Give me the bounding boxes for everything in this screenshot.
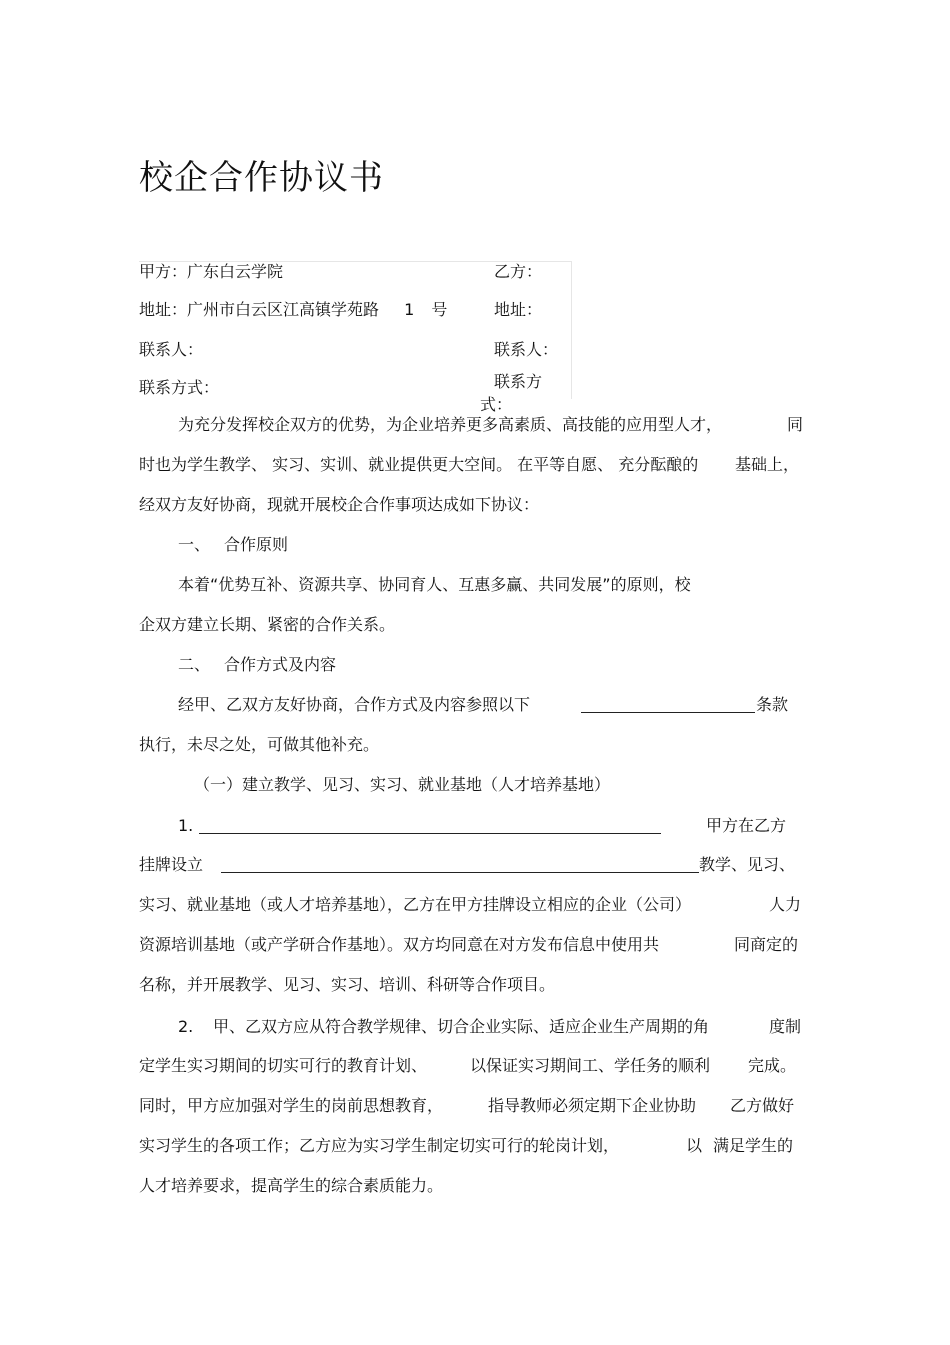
item-1-line-3-end: 人力 [769, 895, 802, 914]
item-2-line-3-mid: 指导教师必须定期下企业协助 [488, 1096, 697, 1115]
section-2-para-line-1: 经甲、乙双方友好协商，合作方式及内容参照以下 [178, 695, 531, 714]
subsection-1-heading: （一）建立教学、见习、实习、就业基地（人才培养基地） [194, 775, 611, 794]
party-b-address: 地址： [494, 300, 543, 319]
section-1-number: 一、 [178, 535, 211, 554]
section-2-para-line-1-end: 条款 [756, 695, 789, 714]
section-1-heading: 合作原则 [224, 535, 289, 554]
item-1-line-4: 资源培训基地（或产学研合作基地）。双方均同意在对方发布信息中使用共 [139, 935, 660, 954]
item-1-blank-1 [199, 816, 661, 835]
parties-right-rule [571, 261, 572, 399]
intro-line-2: 时也为学生教学、 实习、实训、就业提供更大空间。 在平等自愿、 充分酝酿的 [139, 455, 699, 474]
item-1-number: 1. [178, 816, 194, 835]
item-2-line-4-mid: 以 [686, 1136, 703, 1155]
party-b-contact: 联系人： [494, 340, 559, 359]
section-2-number: 二、 [178, 655, 211, 674]
intro-line-1-end: 同 [787, 415, 804, 434]
intro-line-2-end: 基础上， [735, 455, 800, 474]
item-2-line-3-end: 乙方做好 [730, 1096, 795, 1115]
item-2-line-4: 实习学生的各项工作；乙方应为实习学生制定切实可行的轮岗计划， [139, 1136, 620, 1155]
item-2-line-1: 甲、乙双方应从符合教学规律、切合企业实际、适应企业生产周期的角 [213, 1017, 710, 1036]
party-a-address-suffix: 号 [431, 300, 448, 319]
item-2-line-5: 人才培养要求，提高学生的综合素质能力。 [139, 1176, 444, 1195]
party-a-contact-method: 联系方式： [139, 378, 220, 397]
item-1-line-5: 名称，并开展教学、见习、实习、培训、科研等合作项目。 [139, 975, 556, 994]
item-2-number: 2. [178, 1017, 194, 1036]
section-2-heading: 合作方式及内容 [224, 655, 337, 674]
section-1-para-line-1: 本着“优势互补、资源共享、协同育人、互惠多赢、共同发展”的原则，校 [178, 575, 691, 594]
item-1-line-2-start: 挂牌设立 [139, 855, 204, 874]
party-a-address-text: 地址：广州市白云区江高镇学苑路 [139, 300, 380, 319]
item-2-line-2-mid: 以保证实习期间工、学任务的顺利 [470, 1056, 711, 1075]
intro-line-3: 经双方友好协商，现就开展校企合作事项达成如下协议： [139, 495, 540, 514]
party-a-contact: 联系人： [139, 340, 204, 359]
item-1-line-4-end: 同商定的 [734, 935, 799, 954]
party-a-address-number: 1 [404, 300, 415, 319]
document-title: 校企合作协议书 [139, 158, 384, 198]
party-b-contact-method-line2: 式： [480, 395, 513, 414]
party-b-name: 乙方： [494, 262, 543, 281]
item-2-line-4-end: 满足学生的 [713, 1136, 794, 1155]
item-2-line-1-end: 度制 [769, 1017, 802, 1036]
item-2-line-2-end: 完成。 [748, 1056, 797, 1075]
party-a-address [139, 300, 447, 320]
intro-line-1: 为充分发挥校企双方的优势，为企业培养更多高素质、高技能的应用型人才， [178, 415, 723, 434]
party-a-name: 甲方：广东白云学院 [139, 262, 284, 281]
item-1-line-3: 实习、就业基地（或人才培养基地），乙方在甲方挂牌设立相应的企业（公司） [139, 895, 692, 914]
item-2-line-2: 定学生实习期间的切实可行的教育计划、 [139, 1056, 428, 1075]
item-1-line-1-end: 甲方在乙方 [706, 816, 787, 835]
section-2-blank [581, 695, 755, 714]
item-2-line-3: 同时，甲方应加强对学生的岗前思想教育， [139, 1096, 444, 1115]
party-b-contact-method-line1: 联系方 [494, 372, 543, 391]
item-1-line-2-end: 教学、见习、 [699, 855, 796, 874]
section-2-para-line-2: 执行，未尽之处，可做其他补充。 [139, 735, 380, 754]
item-1-blank-2 [221, 855, 699, 874]
section-1-para-line-2: 企双方建立长期、紧密的合作关系。 [139, 615, 396, 634]
